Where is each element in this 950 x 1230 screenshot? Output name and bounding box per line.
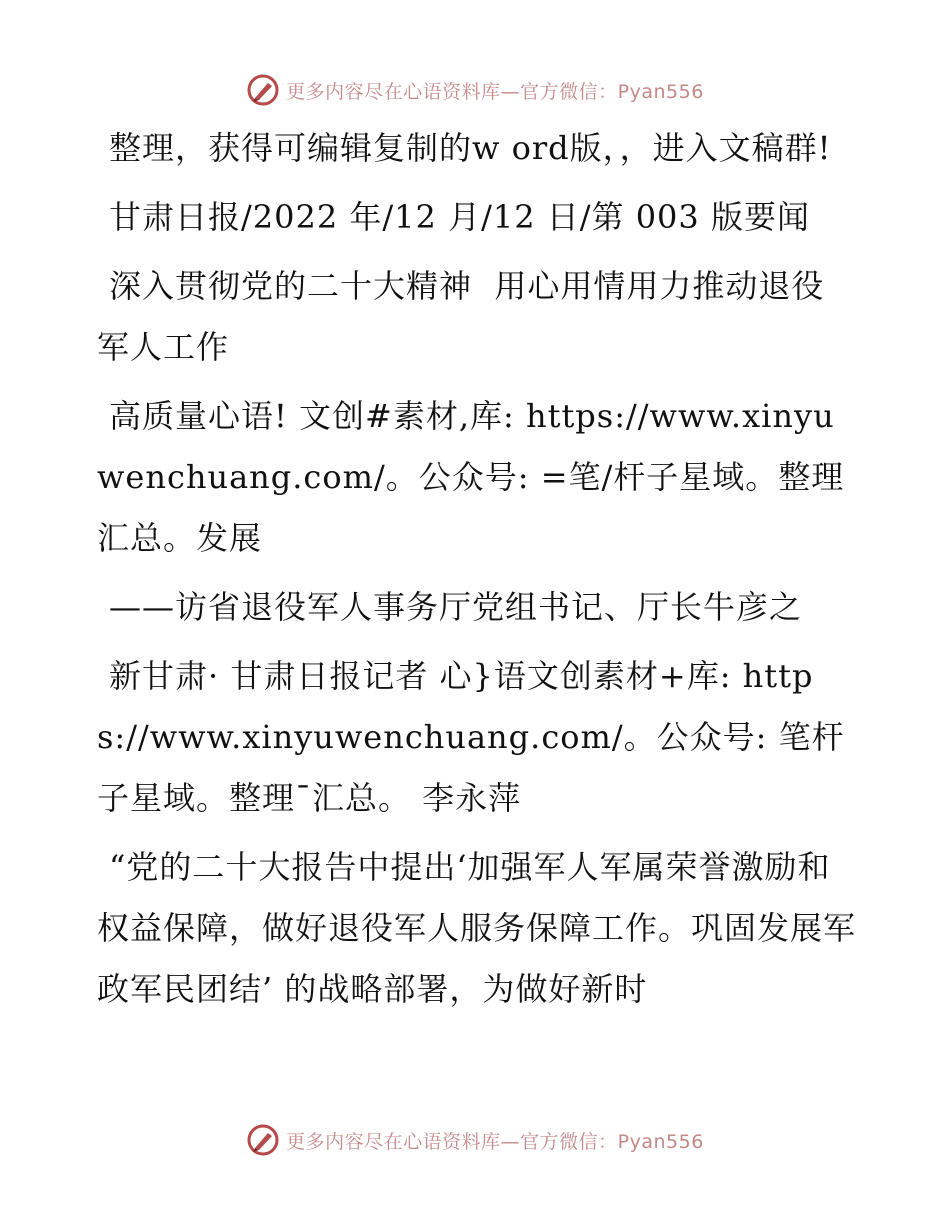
pen-logo-icon <box>246 73 280 107</box>
paragraph-body: “党的二十大报告中提出‘加强军人军属荣誉激励和权益保障，做好退役军人服务保障工作。巩固发展军政军民团结’ 的战略部署，为做好新时 <box>97 848 857 1008</box>
article-subtitle: 高质量心语! 文创#素材,库: https://www.xinyuwenchuang.com/。公众号: =笔/杆子星域。整理汇总。发展 <box>97 397 845 557</box>
banner-text: 更多内容尽在心语资料库—官方微信：Pyan556 <box>286 80 704 103</box>
article-title: 深入贯彻党的二十大精神 用心用情用力推动退役军人工作 <box>97 267 825 366</box>
banner-text: 更多内容尽在心语资料库—官方微信：Pyan556 <box>286 1130 704 1153</box>
pen-logo-icon <box>246 1123 280 1157</box>
document-body <box>97 118 857 1028</box>
paragraph-intro: 整理，获得可编辑复制的w ord版，，进入文稿群! <box>109 129 832 167</box>
header-banner <box>0 68 950 112</box>
footer-banner <box>0 1118 950 1162</box>
byline: 新甘肃· 甘肃日报记者 心}语文创素材+库: https://www.xinyuwenchuang.com/。公众号: 笔杆子星域。整理¯汇总。 李永萍 <box>97 657 845 817</box>
interview-line: ——访省退役军人事务厅党组书记、厅长牛彦之 <box>109 588 803 626</box>
paragraph-source: 甘肃日报/2022 年/12 月/12 日/第 003 版要闻 <box>109 198 810 236</box>
